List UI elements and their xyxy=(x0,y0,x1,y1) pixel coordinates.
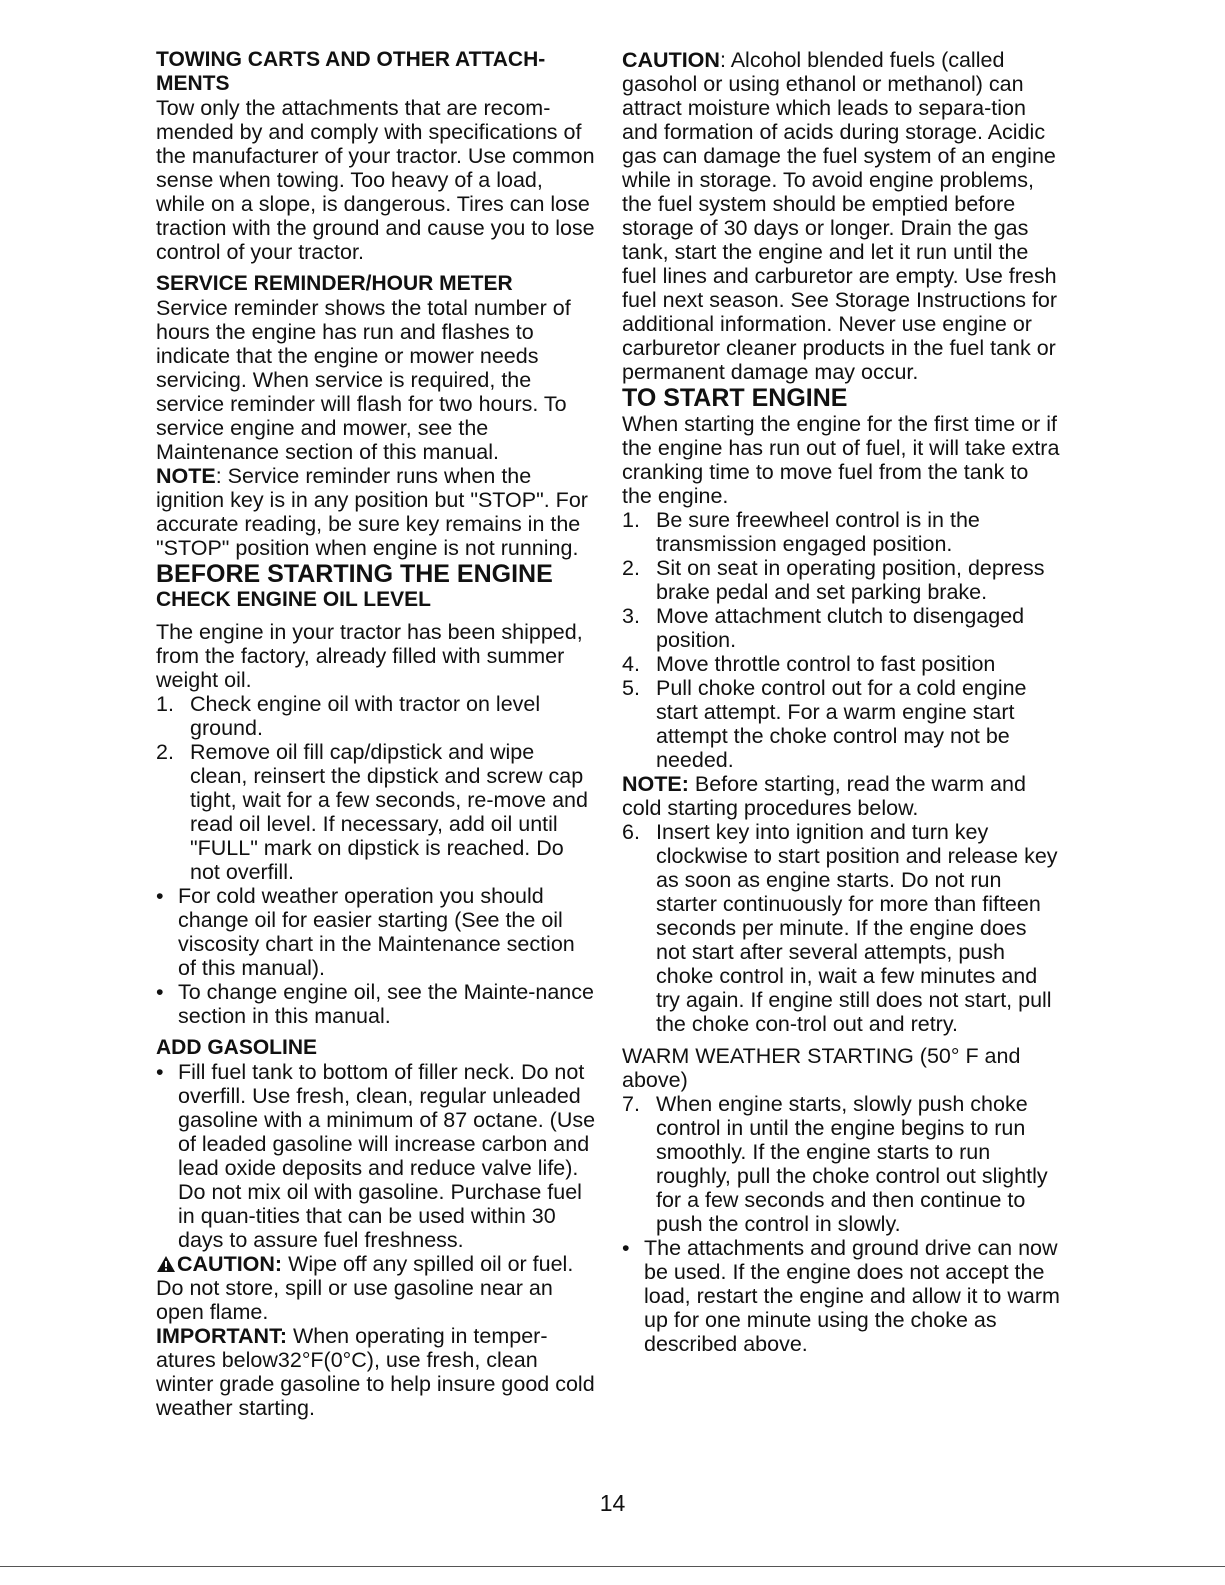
add-gasoline-heading: ADD GASOLINE xyxy=(156,1036,318,1059)
left-column xyxy=(156,48,596,1420)
service-note xyxy=(156,464,596,560)
list-item: 7. When engine starts, slowly push choke control in until the engine begins to run smoothly. If the engine starts to run roughly, pull the choke control out slightly for a few seconds and then continue to push the control in slowly. xyxy=(622,1092,1048,1236)
warning-triangle-icon xyxy=(156,1255,176,1273)
list-item: 4. Move throttle control to fast position xyxy=(622,652,996,676)
warm-weather-heading: WARM WEATHER STARTING (50° F and above) xyxy=(622,1044,1021,1092)
right-column xyxy=(622,48,1062,1356)
check-oil-intro: The engine in your tractor has been shipped, from the factory, already filled with summer weight oil. xyxy=(156,620,583,692)
caution-label: CAUTION xyxy=(622,48,720,72)
bullet-item: • To change engine oil, see the Mainte-nance section in this manual. xyxy=(156,980,594,1028)
gasoline-important xyxy=(156,1324,596,1420)
start-note xyxy=(622,772,1062,820)
bullet-icon: • xyxy=(622,1236,630,1260)
bullet-icon: • xyxy=(156,980,164,1004)
bullet-icon: • xyxy=(156,1060,164,1084)
service-text: Service reminder shows the total number of hours the engine has run and flashes to indicate that the engine or mower needs servicing. When service is required, the service reminder will flash for two hours. To service engine and mower, see the Maintenance section of this manual. xyxy=(156,296,571,464)
important-text: When operating in temper-atures below32°F(0°C), use fresh, clean winter grade gasoline to help insure good cold weather starting. xyxy=(156,1324,595,1420)
list-item: 5. Pull choke control out for a cold engine start attempt. For a warm engine start attempt the choke control may not be needed. xyxy=(622,676,1027,772)
bullet-icon: • xyxy=(156,884,164,908)
important-label: IMPORTANT: xyxy=(156,1324,287,1348)
start-engine-intro: When starting the engine for the first time or if the engine has run out of fuel, it will take extra cranking time to move fuel from the tank to the engine. xyxy=(622,412,1060,508)
bullet-item: • For cold weather operation you should change oil for easier starting (See the oil viscosity chart in the Maintenance section of this manual). xyxy=(156,884,575,980)
towing-text: Tow only the attachments that are recom-mended by and comply with specifications of the manufacturer of your tractor. Use common sense when towing. Too heavy of a load, while on a slope, is dangerous. Tires can lose traction with the ground and cause you to lose control of your tractor. xyxy=(156,96,595,264)
check-oil-heading: CHECK ENGINE OIL LEVEL xyxy=(156,588,431,611)
note-text: : Service reminder runs when the ignition key is in any position but "STOP". For accurate reading, be sure key remains in the "STOP" position when engine is not running. xyxy=(156,464,588,560)
note-label: NOTE xyxy=(156,464,216,488)
list-item: 3. Move attachment clutch to disengaged position. xyxy=(622,604,1025,652)
note-label: NOTE: xyxy=(622,772,689,796)
start-engine-heading: TO START ENGINE xyxy=(622,384,848,412)
list-item: 2. Sit on seat in operating position, depress brake pedal and set parking brake. xyxy=(622,556,1045,604)
before-starting-heading: BEFORE STARTING THE ENGINE xyxy=(156,560,553,588)
list-item: 6. Insert key into ignition and turn key clockwise to start position and release key as soon as engine starts. Do not run starter continuously for more than fifteen seconds per minute. If the engine does not start after several attempts, push choke control in, wait a few minutes and try again. If engine still does not start, pull the choke con-trol out and retry. xyxy=(622,820,1058,1036)
list-item: 2. Remove oil fill cap/dipstick and wipe clean, reinsert the dipstick and screw cap tight, wait for a few seconds, re-move and read oil level. If necessary, add oil until "FULL" mark on dipstick is reached. Do not overfill. xyxy=(156,740,588,884)
caution-label: CAUTION: xyxy=(177,1252,283,1276)
fuel-caution xyxy=(622,48,1062,384)
gasoline-caution xyxy=(156,1252,596,1324)
bullet-item: • Fill fuel tank to bottom of filler neck. Do not overfill. Use fresh, clean, regular unleaded gasoline with a minimum of 87 octane. (Use of leaded gasoline will increase carbon and lead oxide deposits and reduce valve life). Do not mix oil with gasoline. Purchase fuel in quan-tities that can be used within 30 days to assure fuel freshness. xyxy=(156,1060,596,1252)
caution-text: Wipe off any spilled oil or fuel. Do not store, spill or use gasoline near an open flame. xyxy=(156,1252,574,1324)
towing-heading: TOWING CARTS AND OTHER ATTACH-MENTS xyxy=(156,48,546,95)
list-item: 1. Check engine oil with tractor on level ground. xyxy=(156,692,541,740)
bullet-item: • The attachments and ground drive can now be used. If the engine does not accept the load, restart the engine and allow it to warm up for one minute using the choke as described above. xyxy=(622,1236,1060,1356)
list-item: 1. Be sure freewheel control is in the transmission engaged position. xyxy=(622,508,980,556)
bottom-divider xyxy=(0,1566,1225,1567)
caution-text: : Alcohol blended fuels (called gasohol or using ethanol or methanol) can attract moisture which leads to separa-tion and formation of acids during storage. Acidic gas can damage the fuel system of an engine while in storage. To avoid engine problems, the fuel system should be emptied before storage of 30 days or longer. Drain the gas tank, start the engine and let it run until the fuel lines and carburetor are empty. Use fresh fuel next season. See Storage Instructions for additional information. Never use engine or carburetor cleaner products in the fuel tank or permanent damage may occur. xyxy=(622,48,1058,384)
service-heading: SERVICE REMINDER/HOUR METER xyxy=(156,272,513,295)
note-text: Before starting, read the warm and cold starting procedures below. xyxy=(622,772,1026,820)
page-number: 14 xyxy=(599,1490,626,1516)
